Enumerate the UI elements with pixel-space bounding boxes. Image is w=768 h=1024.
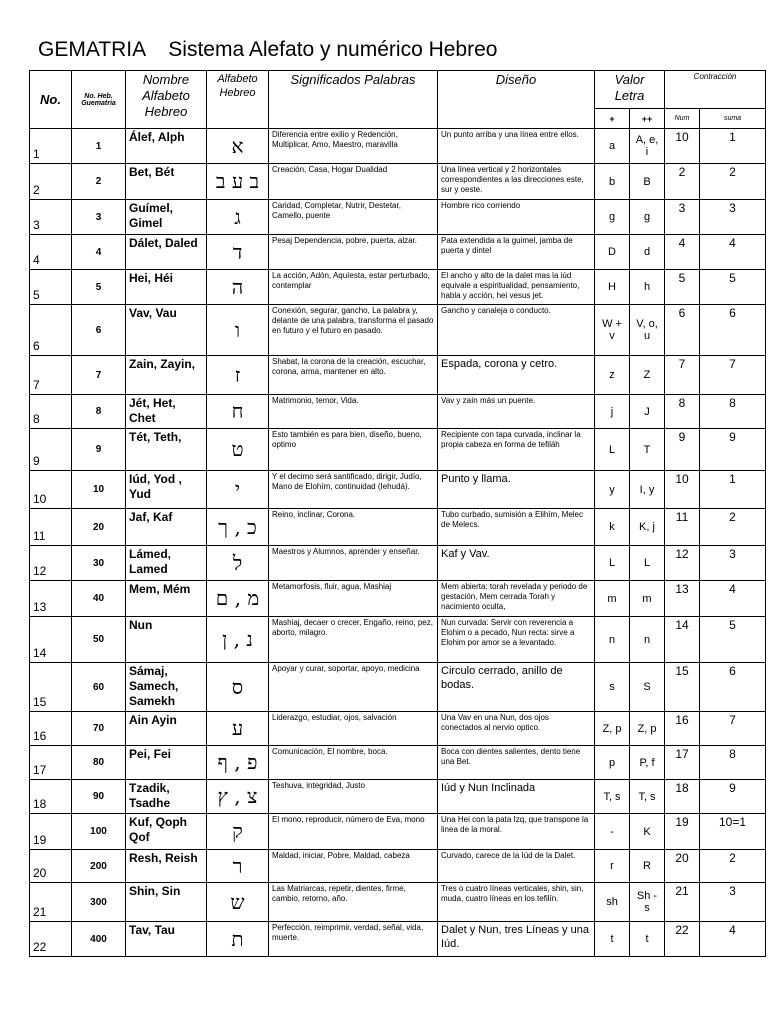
row-number: 12 <box>30 546 72 581</box>
table-row <box>30 356 766 395</box>
row-value-plus: p <box>595 746 630 780</box>
row-guematria: 1 <box>72 129 126 164</box>
row-meaning: Matrimonio, temor, Vida. <box>269 395 438 429</box>
row-letter-name: Iúd, Yod , Yud <box>126 471 207 509</box>
row-design: Una línea vertical y 2 horizontales correspondientes a las direcciones este, sur y oeste. <box>438 164 595 200</box>
row-number: 2 <box>30 164 72 200</box>
header-nombre: Nombre Alfabeto Hebreo <box>126 71 207 129</box>
row-number: 17 <box>30 746 72 780</box>
row-guematria: 4 <box>72 235 126 270</box>
row-design: Kaf y Vav. <box>438 546 595 581</box>
header-significados: Significados Palabras <box>269 71 438 129</box>
row-contraction-num: 15 <box>665 663 700 712</box>
row-guematria: 7 <box>72 356 126 395</box>
row-design: Tubo curbado, sumisión a Elihím, Melec de Melecs. <box>438 509 595 546</box>
row-contraction-sum: 3 <box>700 546 766 581</box>
row-contraction-sum: 2 <box>700 164 766 200</box>
row-number: 3 <box>30 200 72 235</box>
row-value-plus: s <box>595 663 630 712</box>
row-value-plus: sh <box>595 883 630 922</box>
row-value-plusplus: T <box>630 429 665 471</box>
table-row <box>30 429 766 471</box>
row-letter-name: Mem, Mém <box>126 581 207 617</box>
row-number: 20 <box>30 850 72 883</box>
row-letter-name: Ain Ayin <box>126 712 207 746</box>
row-contraction-sum: 5 <box>700 617 766 663</box>
row-design: Iúd y Nun Inclinada <box>438 780 595 814</box>
table-row <box>30 164 766 200</box>
row-guematria: 5 <box>72 270 126 305</box>
row-value-plus: k <box>595 509 630 546</box>
header-suma: suma <box>700 109 766 129</box>
row-value-plusplus: A, e, i <box>630 129 665 164</box>
row-meaning: Mashiaj, decaer o crecer, Engaño, reino, pez, aborto, milagro. <box>269 617 438 663</box>
row-value-plus: L <box>595 429 630 471</box>
table-row <box>30 780 766 814</box>
row-contraction-sum: 9 <box>700 429 766 471</box>
row-letter-name: Lámed, Lamed <box>126 546 207 581</box>
row-contraction-num: 11 <box>665 509 700 546</box>
row-value-plusplus: K <box>630 814 665 850</box>
row-hebrew-letter: כ , ך <box>207 509 269 546</box>
row-contraction-sum: 8 <box>700 746 766 780</box>
header-no: No. <box>30 71 72 129</box>
row-design: Mem abierta: torah revelada y periodo de gestación, Mem cerrada Torah y nacimiento oculta, <box>438 581 595 617</box>
row-hebrew-letter: ט <box>207 429 269 471</box>
table-row <box>30 235 766 270</box>
row-contraction-sum: 2 <box>700 850 766 883</box>
row-design: Una Vav en una Nun, dos ojos conectados al nervio optico. <box>438 712 595 746</box>
row-contraction-num: 20 <box>665 850 700 883</box>
row-contraction-sum: 1 <box>700 471 766 509</box>
row-meaning: Y el decimo será santificado, dirigir, Judío, Mano de Elohím, continuidad (Iehudá). <box>269 471 438 509</box>
row-guematria: 30 <box>72 546 126 581</box>
header-row <box>30 71 766 109</box>
row-design: Punto y llama. <box>438 471 595 509</box>
row-contraction-num: 2 <box>665 164 700 200</box>
table-row <box>30 883 766 922</box>
row-number: 21 <box>30 883 72 922</box>
row-design: Hombre rico corriendo <box>438 200 595 235</box>
row-design: Pata extendida a la guimel, jamba de puerta y dintel <box>438 235 595 270</box>
table-row <box>30 305 766 356</box>
row-letter-name: Hei, Héi <box>126 270 207 305</box>
row-number: 5 <box>30 270 72 305</box>
row-design: El ancho y alto de la dalet mas la iúd equivale a espiritualidad, pensamiento, habla y acción, hei vesus jet. <box>438 270 595 305</box>
row-guematria: 400 <box>72 922 126 957</box>
row-value-plusplus: g <box>630 200 665 235</box>
table-row <box>30 746 766 780</box>
gematria-table <box>29 70 766 957</box>
row-value-plusplus: L <box>630 546 665 581</box>
row-contraction-num: 17 <box>665 746 700 780</box>
table-row <box>30 471 766 509</box>
table-row <box>30 814 766 850</box>
row-letter-name: Tav, Tau <box>126 922 207 957</box>
row-design: Espada, corona y cetro. <box>438 356 595 395</box>
row-meaning: Teshuva, integridad, Justo <box>269 780 438 814</box>
row-letter-name: Bet, Bét <box>126 164 207 200</box>
row-contraction-num: 10 <box>665 471 700 509</box>
row-hebrew-letter: ת <box>207 922 269 957</box>
row-value-plus: m <box>595 581 630 617</box>
row-guematria: 200 <box>72 850 126 883</box>
header-valor-letra: Valor Letra <box>595 71 665 109</box>
row-letter-name: Guímel, Gimel <box>126 200 207 235</box>
row-guematria: 3 <box>72 200 126 235</box>
row-number: 8 <box>30 395 72 429</box>
row-value-plus: z <box>595 356 630 395</box>
row-design: Curvado, carece de la Iúd de la Dalet. <box>438 850 595 883</box>
row-value-plusplus: J <box>630 395 665 429</box>
row-contraction-num: 8 <box>665 395 700 429</box>
row-letter-name: Álef, Alph <box>126 129 207 164</box>
row-hebrew-letter: ג <box>207 200 269 235</box>
row-hebrew-letter: ע <box>207 712 269 746</box>
row-guematria: 100 <box>72 814 126 850</box>
table-row <box>30 712 766 746</box>
row-hebrew-letter: א <box>207 129 269 164</box>
row-value-plusplus: n <box>630 617 665 663</box>
table-row <box>30 663 766 712</box>
row-contraction-sum: 2 <box>700 509 766 546</box>
row-contraction-sum: 8 <box>700 395 766 429</box>
row-contraction-num: 19 <box>665 814 700 850</box>
row-contraction-sum: 3 <box>700 200 766 235</box>
row-letter-name: Jaf, Kaf <box>126 509 207 546</box>
row-design: Una Hei con la pata Izq, que transpone la linea de la moral. <box>438 814 595 850</box>
row-value-plus: W + v <box>595 305 630 356</box>
row-value-plus: t <box>595 922 630 957</box>
row-number: 19 <box>30 814 72 850</box>
row-meaning: Las Matriarcas, repetir, dientes, firme, cambio, retorno, año. <box>269 883 438 922</box>
row-value-plusplus: h <box>630 270 665 305</box>
row-number: 11 <box>30 509 72 546</box>
table-row <box>30 581 766 617</box>
row-letter-name: Resh, Reish <box>126 850 207 883</box>
row-value-plus: g <box>595 200 630 235</box>
row-letter-name: Tét, Teth, <box>126 429 207 471</box>
header-alfabeto: Alfabeto Hebreo <box>207 71 269 129</box>
row-design: Circulo cerrado, anillo de bodas. <box>438 663 595 712</box>
row-number: 22 <box>30 922 72 957</box>
row-letter-name: Dálet, Daled <box>126 235 207 270</box>
row-design: Boca con dientes salientes, dento tiene una Bet. <box>438 746 595 780</box>
row-value-plusplus: P, f <box>630 746 665 780</box>
row-meaning: Comunicación, El nombre, boca. <box>269 746 438 780</box>
row-contraction-num: 14 <box>665 617 700 663</box>
row-meaning: Apoyar y curar, soportar, apoyo, medicina <box>269 663 438 712</box>
row-contraction-sum: 4 <box>700 581 766 617</box>
header-no-heb: No. Heb. Guematria <box>72 71 126 129</box>
row-letter-name: Shin, Sin <box>126 883 207 922</box>
row-meaning: Diferencia entre exilio y Redención, Multiplicar, Amo, Maestro, maravilla <box>269 129 438 164</box>
row-value-plus: L <box>595 546 630 581</box>
row-number: 13 <box>30 581 72 617</box>
row-meaning: La acción, Adón, Aquíesta, estar perturbado, contemplar <box>269 270 438 305</box>
row-number: 15 <box>30 663 72 712</box>
row-letter-name: Vav, Vau <box>126 305 207 356</box>
page-title: GEMATRIA Sistema Alefato y numérico Hebreo <box>38 38 498 61</box>
row-value-plusplus: Z <box>630 356 665 395</box>
row-design: Un punto arriba y una línea entre ellos. <box>438 129 595 164</box>
row-contraction-num: 12 <box>665 546 700 581</box>
row-contraction-sum: 7 <box>700 712 766 746</box>
row-number: 6 <box>30 305 72 356</box>
row-meaning: Creación, Casa, Hogar Dualidad <box>269 164 438 200</box>
row-contraction-num: 18 <box>665 780 700 814</box>
row-contraction-sum: 6 <box>700 663 766 712</box>
row-contraction-num: 21 <box>665 883 700 922</box>
row-letter-name: Zain, Zayin, <box>126 356 207 395</box>
header-plusplus: ++ <box>630 109 665 129</box>
header-num: Num <box>665 109 700 129</box>
row-hebrew-letter: ה <box>207 270 269 305</box>
row-design: Nun curvada: Servir con reverencia a Elohim o a pecado, Nun recta: sirve a Elohim por amor se a levantado. <box>438 617 595 663</box>
row-contraction-sum: 7 <box>700 356 766 395</box>
row-guematria: 8 <box>72 395 126 429</box>
row-meaning: Metamorfosis, fluir, agua, Mashiaj <box>269 581 438 617</box>
row-hebrew-letter: ד <box>207 235 269 270</box>
row-hebrew-letter: פ , ף <box>207 746 269 780</box>
row-hebrew-letter: ו <box>207 305 269 356</box>
row-value-plus: y <box>595 471 630 509</box>
row-letter-name: Sámaj, Samech, Samekh <box>126 663 207 712</box>
row-meaning: Esto también es para bien, diseño, bueno, optimo <box>269 429 438 471</box>
row-meaning: Liderazgo, estudiar, ojos, salvación <box>269 712 438 746</box>
table-row <box>30 850 766 883</box>
row-contraction-num: 3 <box>665 200 700 235</box>
row-meaning: Maestros y Alumnos, aprender y enseñar. <box>269 546 438 581</box>
row-letter-name: Nun <box>126 617 207 663</box>
row-hebrew-letter: נ , ן <box>207 617 269 663</box>
row-number: 9 <box>30 429 72 471</box>
row-contraction-num: 16 <box>665 712 700 746</box>
row-contraction-num: 6 <box>665 305 700 356</box>
row-hebrew-letter: ר <box>207 850 269 883</box>
row-value-plus: D <box>595 235 630 270</box>
row-number: 14 <box>30 617 72 663</box>
row-hebrew-letter: מ , ם <box>207 581 269 617</box>
row-value-plus: b <box>595 164 630 200</box>
header-diseno: Diseño <box>438 71 595 129</box>
row-number: 1 <box>30 129 72 164</box>
row-meaning: Caridad, Completar, Nutrir, Destetar, Camello, puente <box>269 200 438 235</box>
row-hebrew-letter: ח <box>207 395 269 429</box>
row-value-plus: r <box>595 850 630 883</box>
row-value-plusplus: Sh - s <box>630 883 665 922</box>
row-contraction-sum: 5 <box>700 270 766 305</box>
row-contraction-num: 7 <box>665 356 700 395</box>
row-value-plusplus: d <box>630 235 665 270</box>
header-plus: + <box>595 109 630 129</box>
row-meaning: Maldad, iniciar, Pobre, Maldad, cabeza <box>269 850 438 883</box>
row-value-plus: - <box>595 814 630 850</box>
row-value-plusplus: K, j <box>630 509 665 546</box>
row-hebrew-letter: ש <box>207 883 269 922</box>
row-hebrew-letter: ל <box>207 546 269 581</box>
row-contraction-sum: 6 <box>700 305 766 356</box>
row-design: Recipiente con tapa curvada, inclinar la propia cabeza en forma de tefiláh <box>438 429 595 471</box>
row-hebrew-letter: ב ע ב <box>207 164 269 200</box>
row-guematria: 40 <box>72 581 126 617</box>
row-value-plusplus: R <box>630 850 665 883</box>
row-value-plus: Z, p <box>595 712 630 746</box>
row-guematria: 6 <box>72 305 126 356</box>
row-meaning: Shabat, la corona de la creación, escuchar, corona, arma, mantener en alto. <box>269 356 438 395</box>
row-guematria: 9 <box>72 429 126 471</box>
row-hebrew-letter: ס <box>207 663 269 712</box>
table-row <box>30 922 766 957</box>
row-value-plusplus: Z, p <box>630 712 665 746</box>
row-contraction-num: 5 <box>665 270 700 305</box>
row-value-plusplus: T, s <box>630 780 665 814</box>
row-value-plus: j <box>595 395 630 429</box>
row-value-plus: H <box>595 270 630 305</box>
row-contraction-sum: 1 <box>700 129 766 164</box>
row-guematria: 90 <box>72 780 126 814</box>
row-value-plus: T, s <box>595 780 630 814</box>
row-value-plus: n <box>595 617 630 663</box>
row-hebrew-letter: ק <box>207 814 269 850</box>
row-hebrew-letter: צ , ץ <box>207 780 269 814</box>
row-number: 4 <box>30 235 72 270</box>
table-row <box>30 270 766 305</box>
row-value-plusplus: B <box>630 164 665 200</box>
table-row <box>30 200 766 235</box>
row-guematria: 80 <box>72 746 126 780</box>
row-contraction-num: 9 <box>665 429 700 471</box>
table-row <box>30 509 766 546</box>
row-hebrew-letter: י <box>207 471 269 509</box>
row-letter-name: Pei, Fei <box>126 746 207 780</box>
row-value-plusplus: I, y <box>630 471 665 509</box>
row-number: 7 <box>30 356 72 395</box>
row-guematria: 300 <box>72 883 126 922</box>
row-number: 18 <box>30 780 72 814</box>
row-guematria: 70 <box>72 712 126 746</box>
row-meaning: Perfección, reimprimir, verdad, señal, vida, muerte. <box>269 922 438 957</box>
row-contraction-sum: 4 <box>700 235 766 270</box>
row-value-plusplus: m <box>630 581 665 617</box>
row-contraction-num: 10 <box>665 129 700 164</box>
table-row <box>30 395 766 429</box>
row-design: Dalet y Nun, tres Líneas y una Iúd. <box>438 922 595 957</box>
row-contraction-sum: 10=1 <box>700 814 766 850</box>
table-row <box>30 129 766 164</box>
row-contraction-sum: 4 <box>700 922 766 957</box>
row-contraction-sum: 9 <box>700 780 766 814</box>
header-contraccion: Contracción <box>665 71 766 109</box>
row-contraction-num: 4 <box>665 235 700 270</box>
row-design: Gancho y canaleja o conducto. <box>438 305 595 356</box>
row-contraction-num: 13 <box>665 581 700 617</box>
row-value-plusplus: S <box>630 663 665 712</box>
row-value-plus: a <box>595 129 630 164</box>
row-meaning: Reino, inclinar, Corona. <box>269 509 438 546</box>
table-row <box>30 617 766 663</box>
row-number: 10 <box>30 471 72 509</box>
table-row <box>30 546 766 581</box>
row-value-plusplus: t <box>630 922 665 957</box>
row-contraction-sum: 3 <box>700 883 766 922</box>
row-letter-name: Tzadik, Tsadhe <box>126 780 207 814</box>
row-meaning: Pesaj Dependencia, pobre, puerta, alzar. <box>269 235 438 270</box>
row-guematria: 10 <box>72 471 126 509</box>
row-letter-name: Kuf, Qoph Qof <box>126 814 207 850</box>
row-hebrew-letter: ז <box>207 356 269 395</box>
row-design: Vav y zaín más un puente. <box>438 395 595 429</box>
row-guematria: 20 <box>72 509 126 546</box>
row-guematria: 2 <box>72 164 126 200</box>
row-contraction-num: 22 <box>665 922 700 957</box>
row-meaning: Conexión, segurar, gancho, La palabra y, delante de una palabra, transforma el pasado en futuro y el futuro en pasado. <box>269 305 438 356</box>
row-letter-name: Jét, Het, Chet <box>126 395 207 429</box>
row-number: 16 <box>30 712 72 746</box>
row-guematria: 60 <box>72 663 126 712</box>
row-design: Tres o cuatro líneas verticales, shin, sin, muda, cuatro líneas en los tefilín. <box>438 883 595 922</box>
row-guematria: 50 <box>72 617 126 663</box>
row-value-plusplus: V, o, u <box>630 305 665 356</box>
row-meaning: El mono, reproducir, número de Eva, mono <box>269 814 438 850</box>
